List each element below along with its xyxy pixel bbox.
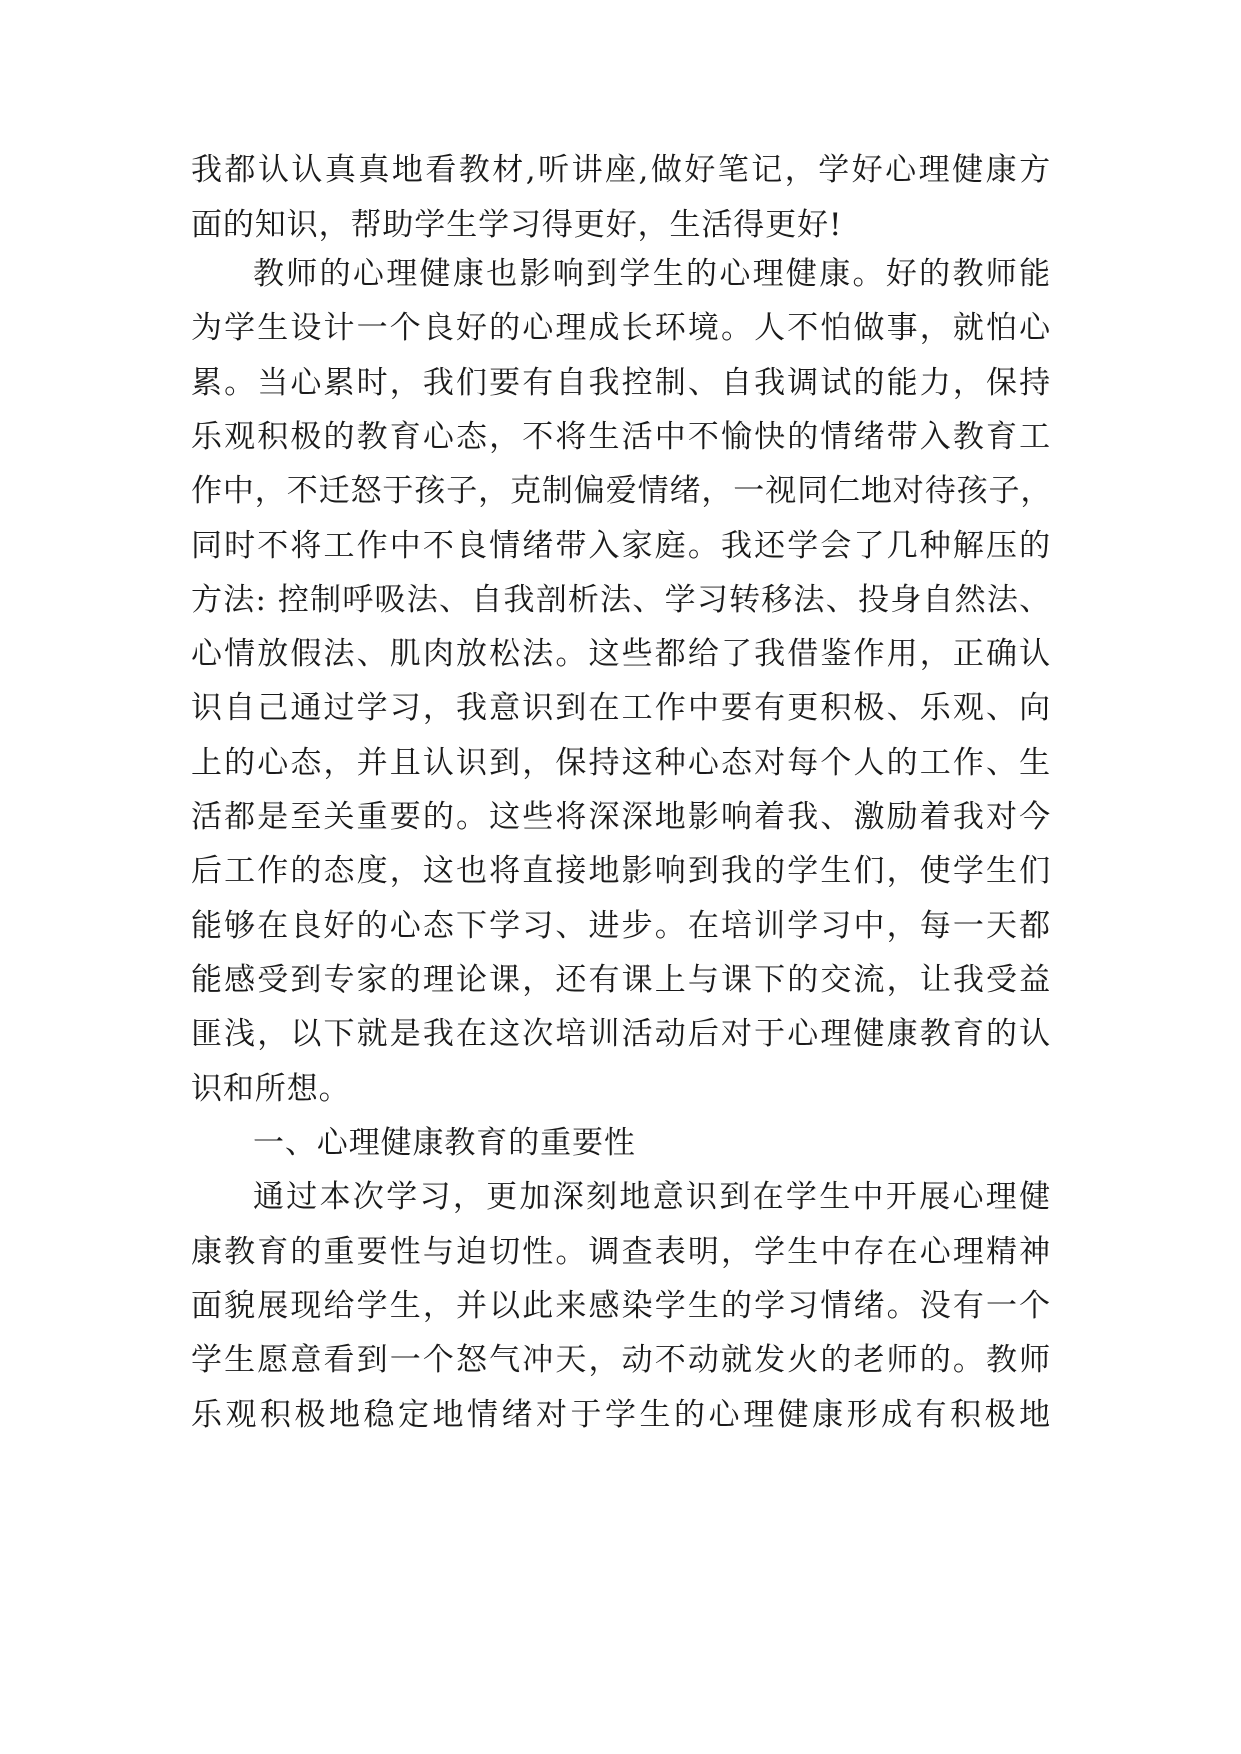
text-line: 乐观积极地稳定地情绪对于学生的心理健康形成有积极地: [191, 1397, 1051, 1433]
text-line: 能够在良好的心态下学习、进步。在培训学习中，每一天都: [191, 908, 1051, 944]
paragraph-first-line: 教师的心理健康也影响到学生的心理健康。好的教师能: [253, 256, 1051, 292]
text-line: 乐观积极的教育心态，不将生活中不愉快的情绪带入教育工: [191, 419, 1051, 455]
text-line: 面的知识，帮助学生学习得更好，生活得更好!: [191, 207, 843, 243]
text-line: 匪浅，以下就是我在这次培训活动后对于心理健康教育的认: [191, 1016, 1051, 1052]
text-line: 方法: 控制呼吸法、自我剖析法、学习转移法、投身自然法、: [191, 582, 1051, 618]
text-line: 学生愿意看到一个怒气冲天，动不动就发火的老师的。教师: [191, 1342, 1051, 1378]
text-line: 识自己通过学习，我意识到在工作中要有更积极、乐观、向: [191, 690, 1051, 726]
text-line: 康教育的重要性与迫切性。调查表明，学生中存在心理精神: [191, 1234, 1051, 1270]
text-line: 同时不将工作中不良情绪带入家庭。我还学会了几种解压的: [191, 528, 1051, 564]
text-line: 为学生设计一个良好的心理成长环境。人不怕做事，就怕心: [191, 310, 1051, 346]
text-line: 识和所想。: [191, 1071, 351, 1107]
paragraph-first-line: 通过本次学习，更加深刻地意识到在学生中开展心理健: [253, 1179, 1051, 1215]
text-line: 我都认认真真地看教材,听讲座,做好笔记，学好心理健康方: [191, 152, 1051, 188]
text-line: 上的心态，并且认识到，保持这种心态对每个人的工作、生: [191, 745, 1051, 781]
text-line: 累。当心累时，我们要有自我控制、自我调试的能力，保持: [191, 365, 1051, 401]
text-line: 活都是至关重要的。这些将深深地影响着我、激励着我对今: [191, 799, 1051, 835]
section-heading: 一、心理健康教育的重要性: [253, 1125, 636, 1161]
text-line: 能感受到专家的理论课，还有课上与课下的交流，让我受益: [191, 962, 1051, 998]
text-line: 后工作的态度，这也将直接地影响到我的学生们，使学生们: [191, 853, 1051, 889]
text-line: 面貌展现给学生，并以此来感染学生的学习情绪。没有一个: [191, 1288, 1051, 1324]
text-line: 心情放假法、肌肉放松法。这些都给了我借鉴作用，正确认: [191, 636, 1051, 672]
text-line: 作中，不迁怒于孩子，克制偏爱情绪，一视同仁地对待孩子，: [191, 473, 1053, 509]
